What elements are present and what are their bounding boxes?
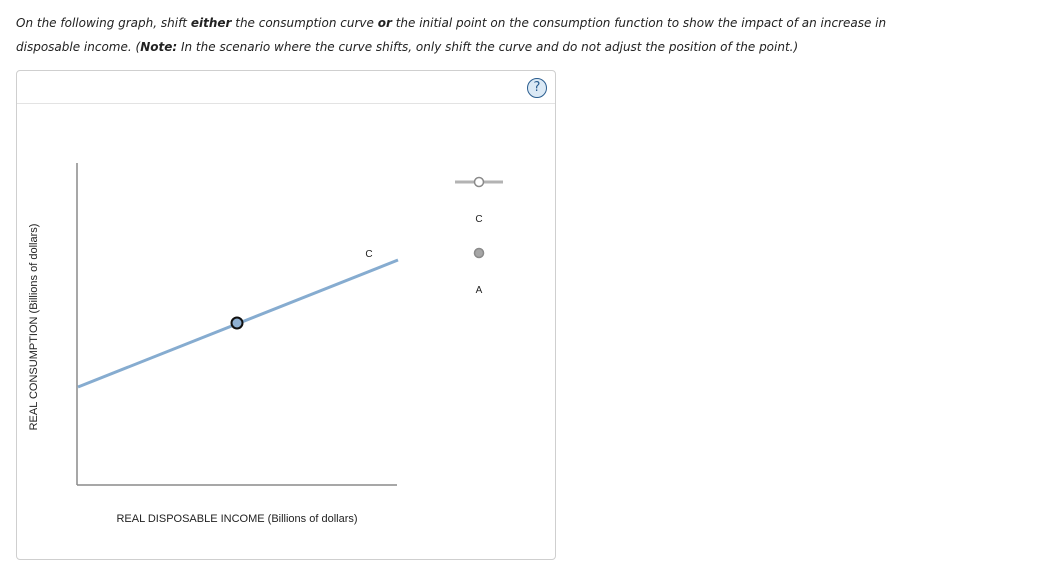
palette-curve-label: C [475,214,483,225]
instructions-text-part: the consumption curve [231,16,378,30]
instructions-text-part: disposable income. ( [16,40,141,54]
initial-point[interactable] [232,318,243,329]
palette-curve-tool[interactable] [455,178,503,187]
palette-curve-handle [475,178,484,187]
palette-point-tool[interactable] [475,249,484,258]
instructions-text [16,11,1016,59]
graph-panel [16,70,556,560]
palette-point-label: A [475,285,483,296]
instructions-line-1 [16,11,1016,35]
instructions-text-part: On the following graph, shift [16,16,191,30]
y-axis-label: REAL CONSUMPTION (Billions of dollars) [28,223,40,431]
question-mark-icon: ? [533,80,541,95]
consumption-curve-label: C [365,249,373,260]
graph-canvas[interactable] [17,71,555,559]
instructions-emphasis-or: or [377,16,392,30]
instructions-line-2 [16,35,1016,59]
instructions-text-part: In the scenario where the curve shifts, only shift the curve and do not adjust the position of the point.) [177,40,799,54]
x-axis-label: REAL DISPOSABLE INCOME (Billions of dollars) [116,513,358,525]
instructions-note-label: Note: [140,40,178,54]
instructions-text-part: the initial point on the consumption function to show the impact of an increase in [391,16,887,30]
instructions-emphasis-either: either [190,16,232,30]
